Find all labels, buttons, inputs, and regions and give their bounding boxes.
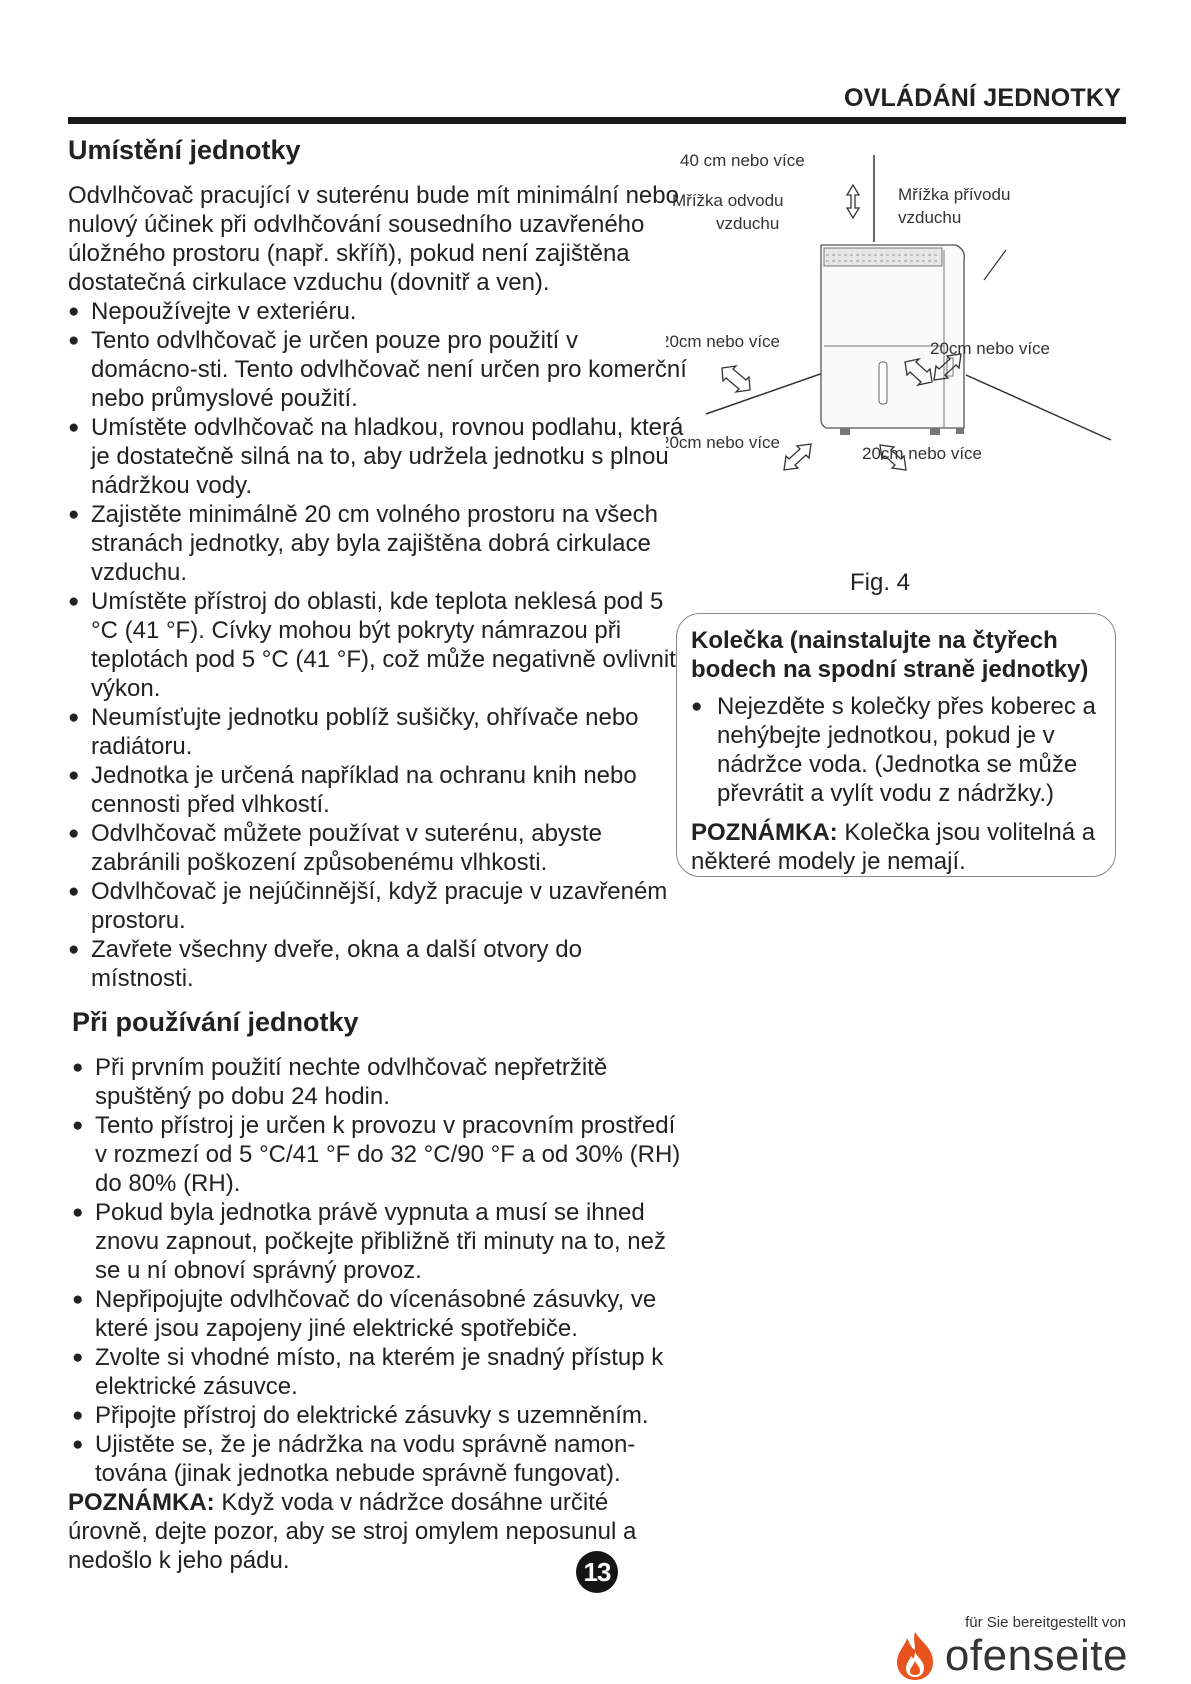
label-inlet: Mřížka přívodu [898,185,1011,204]
usage-list [68,1053,688,1488]
wheels-note [691,818,1101,876]
flame-icon [891,1630,939,1682]
label-top: 40 cm nebo více [680,151,805,170]
list-item: ● Zajistěte minimálně 20 cm volného prostoru na všech stranách jednotky, aby byla zajištěna dobrá cirkulace vzduchu. [68,500,688,587]
arrow-icon [784,444,811,470]
note-label: POZNÁMKA: [691,819,838,846]
placement-intro: Odvlhčovač pracující v suterénu bude mít minimální nebo nulový účinek při odvlhčování sousedního uzavřeného úložného prostoru (např. skříň), pokud není zajištěna dostatečná cirkulace vzduchu (dovnitř a ven). [68,182,679,296]
list-item: ● Neumísťujte jednotku poblíž sušičky, ohřívače nebo radiátoru. [68,703,688,761]
label-right: 20cm nebo více [930,339,1051,358]
section-title: OVLÁDÁNÍ JEDNOTKY [843,84,1121,112]
label-bottom-left: 20cm nebo více [666,433,781,452]
diagram-svg [666,150,1126,510]
wheels-list [691,692,1101,808]
list-item: ● Připojte přístroj do elektrické zásuvky s uzemněním. [68,1401,688,1430]
figure-caption: Fig. 4 [850,569,911,596]
list-item: ● Tento přístroj je určen k provozu v pracovním prostředí v rozmezí od 5 °C/41 °F do 32 °C/90 °F a od 30% (RH) do 80% (RH). [68,1111,688,1198]
label-outlet: Mřížka odvodu [672,191,784,210]
footer-credit: für Sie bereitgestellt von [965,1614,1126,1631]
list-item: ● Odvlhčovač můžete používat v suterénu, abyste zabránili poškození způsobenému vlhkosti. [68,819,688,877]
placement-heading: Umístění jednotky [68,135,301,165]
arrow-icon [722,366,750,392]
list-item: ● Pokud byla jednotka právě vypnuta a musí se ihned znovu zapnout, počkejte přibližně tři minuty na to, než se u ní obnoví správný provoz. [68,1198,688,1285]
list-item: ● Nejezděte s kolečky přes koberec a nehýbejte jednotkou, pokud je v nádržce voda. (Jednotka se může převrátit a vylít vodu z nádržky.) [691,692,1101,808]
usage-heading: Při používání jednotky [72,1007,359,1037]
list-item: ● Při prvním použití nechte odvlhčovač nepřetržitě spuštěný po dobu 24 hodin. [68,1053,688,1111]
wheels-info-box [676,613,1116,877]
label-bottom-right: 20cm nebo více [862,444,983,463]
floor-line-right [966,375,1111,440]
page-number: 13 [576,1551,618,1593]
list-item: ● Zvolte si vhodné místo, na kterém je snadný přístup k elektrické zásuvce. [68,1343,688,1401]
note-text: Když voda v nádržce dosáhne určité úrovně, dejte pozor, aby se stroj omylem neposunul a nedošlo k jeho pádu. [68,1489,637,1574]
wheels-heading: Kolečka (nainstalujte na čtyřech bodech na spodní straně jednotky) [691,627,1089,683]
note-text: Kolečka jsou volitelná a některé modely je nemají. [691,819,1096,875]
placement-list [68,297,688,993]
brand-logo [891,1630,1128,1682]
list-item: ● Odvlhčovač je nejúčinnější, když pracuje v uzavřeném prostoru. [68,877,688,935]
floor-line-left [706,372,826,414]
brand-name: ofenseite [944,1631,1128,1680]
header-divider [68,117,1126,124]
note-label: POZNÁMKA: [68,1489,215,1516]
clearance-diagram [666,150,1126,510]
list-item: ● Nepoužívejte v exteriéru. [68,297,688,326]
label-left: 20cm nebo více [666,332,781,351]
list-item: ● Jednotka je určená například na ochranu knih nebo cennosti před vlhkostí. [68,761,688,819]
list-item: ● Umístěte odvlhčovač na hladkou, rovnou podlahu, která je dostatečně silná na to, aby udržela jednotku s plnou nádržkou vody. [68,413,688,500]
list-item: ● Umístěte přístroj do oblasti, kde teplota neklesá pod 5 °C (41 °F). Cívky mohou být pokryty námrazou při teplotách pod 5 °C (41 °F), což může negativně ovlivnit výkon. [68,587,688,703]
main-text-column [68,133,688,1575]
list-item: ● Nepřipojujte odvlhčovač do vícenásobné zásuvky, ve které jsou zapojeny jiné elektrické spotřebiče. [68,1285,688,1343]
list-item: ● Ujistěte se, že je nádržka na vodu správně namon-tována (jinak jednotka nebude správně fungovat). [68,1430,688,1488]
list-item: ● Tento odvlhčovač je určen pouze pro použití v domácno-sti. Tento odvlhčovač není určen pro komerční nebo průmyslové použití. [68,326,688,413]
label-outlet-2: vzduchu [716,214,780,233]
list-item: ● Zavřete všechny dveře, okna a další otvory do místnosti. [68,935,688,993]
label-inlet-2: vzduchu [898,208,962,227]
arrow-icon [847,185,859,218]
